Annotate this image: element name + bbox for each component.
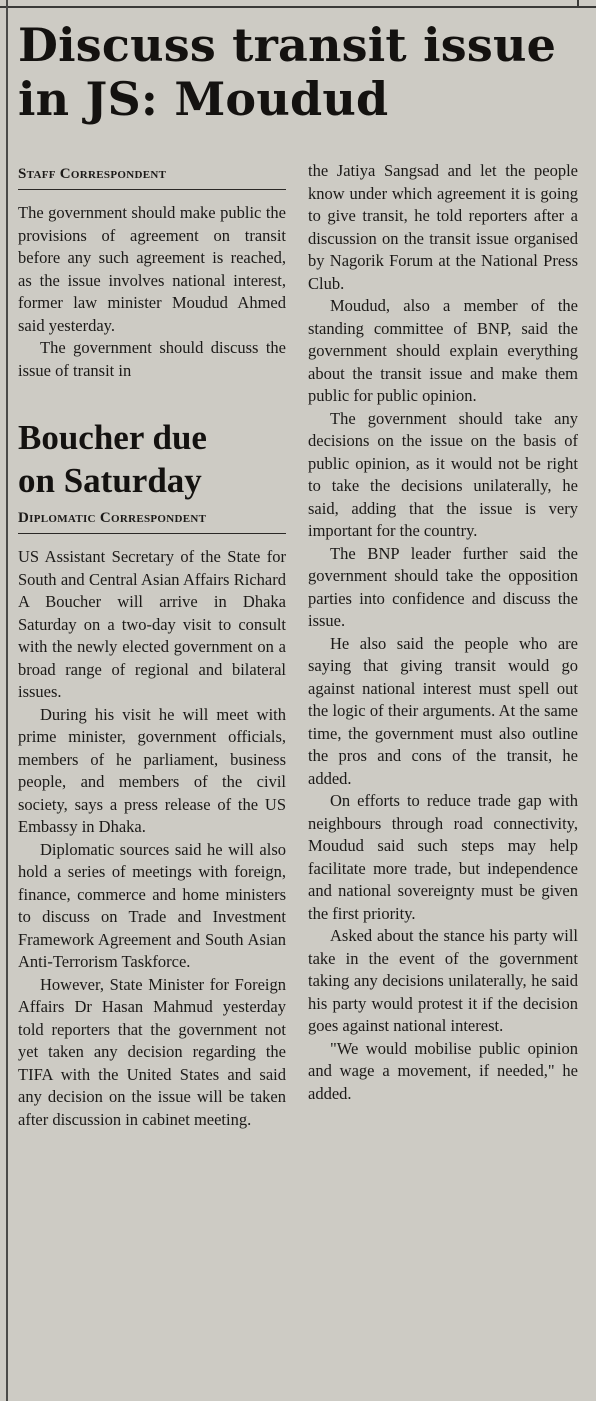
subhead-line-2: on Saturday	[18, 461, 202, 500]
body-paragraph: Asked about the stance his party will take in the event of the government taking any decisions unilaterally, he said his party would protest it if the decision goes against national interest.	[308, 926, 578, 1035]
sub-article-byline: Diplomatic Correspondent	[18, 510, 207, 526]
sub-body-paragraph: US Assistant Secretary of the State for South and Central Asian Affairs Richard A Boucher will arrive in Dhaka Saturday on a two-day visit to consult with the newly elected government on a broad range of regional and bilateral issues.	[18, 547, 286, 701]
body-paragraph: The government should discuss the issue of transit in	[18, 338, 286, 380]
body-paragraph: The government should take any decisions on the issue on the basis of public opinion, as it would not be right to take the decisions unilaterally, he said, adding that the issue is very important for the country.	[308, 408, 578, 540]
body-paragraph: "We would mobilise public opinion and wage a movement, if needed," he added.	[308, 1038, 578, 1103]
column-tick	[577, 0, 579, 8]
subhead-line-1: Boucher due	[18, 418, 207, 457]
sub-byline-rule	[18, 533, 286, 534]
byline: Staff Correspondent	[18, 166, 167, 182]
body-paragraph: the Jatiya Sangsad and let the people know under which agreement it is going to give transit, he told reporters after a discussion on the transit issue organised by Nagorik Forum at the National Press Club.	[308, 161, 578, 293]
byline-rule	[18, 189, 286, 190]
left-column-rule	[6, 0, 8, 1401]
body-paragraph: The government should make public the provisions of agreement on transit before any such agreement is reached, as the issue involves national interest, former law minister Moudud Ahmed said yesterday.	[18, 203, 286, 335]
body-paragraph: The BNP leader further said the government should take the opposition parties into confidence and discuss the issue.	[308, 543, 578, 630]
sub-article-headline	[18, 416, 286, 502]
body-paragraph: On efforts to reduce trade gap with neighbours through road connectivity, Moudud said such steps may help facilitate more trade, but independence and national sovereignty must be given the first priority.	[308, 791, 578, 923]
headline-line-1: Discuss transit issue	[18, 18, 557, 72]
sub-body-paragraph: During his visit he will meet with prime minister, government officials, members of he parliament, business people, and members of the civil society, says a press release of the US Embassy in Dhaka.	[18, 704, 286, 836]
article-headline	[18, 18, 578, 126]
sub-body-paragraph: However, State Minister for Foreign Affairs Dr Hasan Mahmud yesterday told reporters that the government not yet taken any decision regarding the TIFA with the United States and said any decision on the issue will be taken after discussion in cabinet meeting.	[18, 974, 286, 1129]
left-column	[18, 166, 286, 1131]
sub-body-paragraph: Diplomatic sources said he will also hold a series of meetings with foreign, finance, commerce and home ministers to discuss on Trade and Investment Framework Agreement and South Asian Anti-Terrorism Taskforce.	[18, 839, 286, 971]
headline-line-2: in JS: Moudud	[18, 72, 389, 126]
body-paragraph: He also said the people who are saying that giving transit would go against national interest must spell out the logic of their arguments. At the same time, the government must also outline the pros and cons of the transit, he added.	[308, 633, 578, 788]
newspaper-clipping	[18, 8, 578, 1398]
body-paragraph: Moudud, also a member of the standing committee of BNP, said the government should explain everything about the transit issue and make them public for public opinion.	[308, 296, 578, 405]
right-column	[308, 160, 578, 1105]
